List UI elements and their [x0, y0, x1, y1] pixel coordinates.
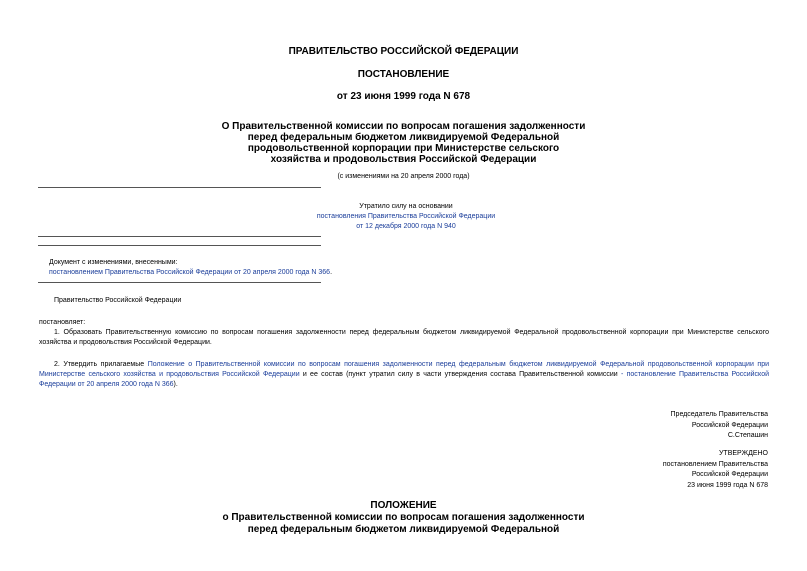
paragraph-2	[39, 360, 769, 390]
repeal-decree-link[interactable]: постановления Правительства Российской Федерации	[316, 213, 496, 220]
document-type: ПОСТАНОВЛЕНИЕ	[357, 69, 450, 80]
divider	[38, 282, 321, 283]
changes-link-suffix: .	[330, 269, 333, 276]
repeal-decree-date-link[interactable]: от 12 декабря 2000 года N 940	[356, 223, 456, 230]
title-line: перед федеральным бюджетом ликвидируемой Федеральной	[247, 132, 560, 143]
document-date-number: от 23 июня 1999 года N 678	[336, 91, 471, 102]
government-title: ПРАВИТЕЛЬСТВО РОССИЙСКОЙ ФЕДЕРАЦИИ	[288, 46, 519, 57]
approved-date: 23 июня 1999 года N 678	[687, 481, 768, 489]
document-title	[0, 121, 807, 165]
regulation-heading: ПОЛОЖЕНИЕ	[370, 500, 437, 511]
amending-decree-link[interactable]: постановлением Правительства Российской Федерации от 20 апреля 2000 года N 366	[49, 269, 331, 276]
paragraph-1: 1. Образовать Правительственную комиссию по вопросам погашения задолженности перед федеральным бюджетом ликвидируемой Федеральной продовольственной корпорации при Министерстве сельского хозяйства и продовольствия Российской Федерации.	[39, 329, 769, 346]
divider	[38, 187, 321, 188]
regulation-title-line: перед федеральным бюджетом ликвидируемой Федеральной	[247, 524, 560, 535]
paragraph-2-middle: и ее состав (пункт утратил силу в части утверждения состава Правительственной комиссии	[299, 371, 621, 378]
signature-position: Председатель Правительства	[670, 411, 768, 418]
paragraph-2-suffix: ).	[173, 381, 178, 388]
amended-note: (с изменениями на 20 апреля 2000 года)	[337, 173, 470, 180]
changes-label: Документ с изменениями, внесенными:	[49, 259, 178, 266]
regulation-title-block	[0, 500, 807, 536]
title-line: хозяйства и продовольствия Российской Федерации	[270, 154, 537, 165]
decree-word: постановляет:	[39, 319, 86, 326]
divider	[38, 236, 321, 237]
amendment-link[interactable]: - постановление Правительства Российской Федерации от 20 апреля 2000 года N 366	[39, 371, 769, 388]
regulation-title-line: о Правительственной комиссии по вопросам погашения задолженности	[222, 512, 585, 523]
approved-label: УТВЕРЖДЕНО	[718, 450, 768, 457]
signature-name: С.Степашин	[727, 432, 768, 439]
approved-by: постановлением Правительства	[662, 460, 768, 468]
status-block	[306, 202, 506, 232]
title-line: О Правительственной комиссии по вопросам погашения задолженности	[221, 121, 586, 132]
approved-country: Российской Федерации	[691, 471, 768, 478]
signature-country: Российской Федерации	[691, 421, 768, 429]
lost-force-label: Утратило силу на основании	[359, 203, 453, 210]
changes-block	[49, 258, 469, 278]
divider	[38, 245, 321, 246]
title-line: продовольственной корпорации при Министерстве сельского	[247, 143, 560, 154]
paragraph-2-prefix: 2. Утвердить прилагаемые	[54, 361, 148, 368]
approval-block	[568, 449, 768, 491]
issuer: Правительство Российской Федерации	[54, 297, 182, 304]
regulation-link[interactable]: Положение о Правительственной комиссии по вопросам погашения задолженности перед федеральным бюджетом ликвидируемой Федеральной продовольственной корпорации при Министерстве сельского хозяйства и продовольствия Российской Федерации	[39, 361, 769, 378]
signature-block	[568, 410, 768, 442]
